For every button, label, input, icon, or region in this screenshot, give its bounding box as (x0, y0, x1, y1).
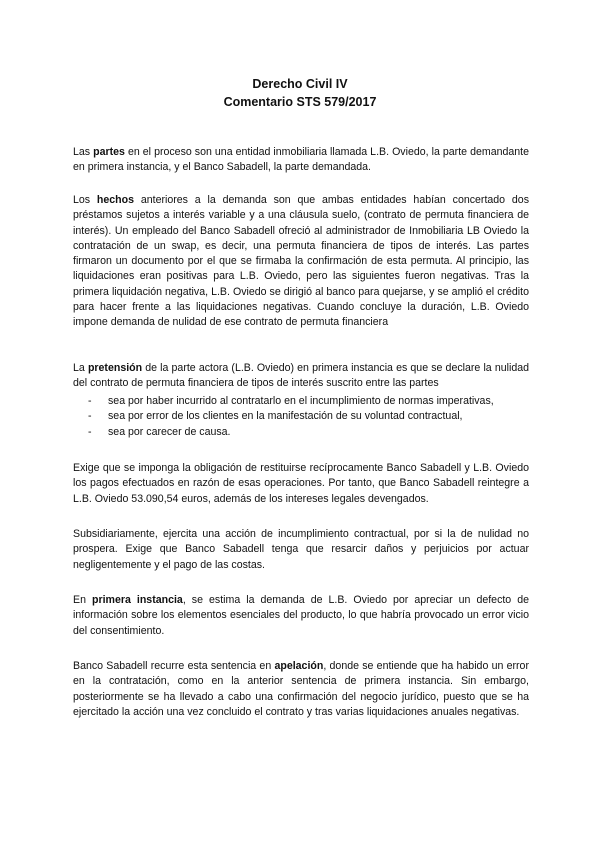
list-item: - sea por carecer de causa. (88, 425, 528, 440)
paragraph-partes: Las partes en el proceso son una entidad inmobiliaria llamada L.B. Oviedo, la parte demandante en primera instancia, y el Banco Sabadell, la parte demandada. (73, 146, 529, 174)
keyword-primera-instancia: primera instancia (92, 594, 183, 606)
keyword-pretension: pretensión (87, 362, 143, 374)
document-subtitle: Comentario STS 579/2017 (223, 95, 377, 109)
paragraph-pretension: La pretensión de la parte actora (L.B. Oviedo) en primera instancia es que se declare la nulidad del contrato de permuta financiera de tipos de interés suscrito entre las partes (73, 362, 529, 390)
paragraph-apelacion: Banco Sabadell recurre esta sentencia en apelación, donde se entiende que ha habido un error en la contratación, como en la anterior sentencia de primera instancia. Sin embargo, posteriormente se ha llevado a cabo una confirmación del negocio jurídico, puesto que se ha ejercitado la acción una vez concluido el contrato y tras varias liquidaciones anuales negativas. (73, 660, 529, 718)
keyword-hechos: hechos (96, 194, 135, 206)
paragraph-primera-instancia: En primera instancia, se estima la demanda de L.B. Oviedo por apreciar un defecto de información sobre los elementos esenciales del producto, lo que habría provocado un error vicio del consentimiento. (73, 594, 530, 637)
keyword-partes: partes (93, 146, 125, 158)
paragraph-restitucion: Exige que se imponga la obligación de restituirse recíprocamente Banco Sabadell y L.B. Oviedo los pagos efectuados en razón de esas operaciones. Por tanto, que Banco Sabadell reintegre a L.B. Oviedo 53.090,54 euros, además de los intereses legales devengados. (73, 462, 529, 505)
list-item: - sea por error de los clientes en la manifestación de su voluntad contractual, (88, 409, 528, 424)
paragraph-hechos: Los hechos anteriores a la demanda son que ambas entidades habían concertado dos préstamos sujetos a interés variable y a una cláusula suelo, (contrato de permuta financiera de interés). Un empleado del Banco Sabadell ofreció al administrador de Inmobiliaria LB Oviedo la contratación de un swap, es decir, una permuta financiera de tipos de interés. Las partes firmaron un documento por el que se firmaba la confirmación de esta permuta. Al principio, las liquidaciones eran positivas para L.B. Oviedo, pero las siguientes fueron negativas. Tras la primera liquidación negativa, L.B. Oviedo se dirigió al banco para quejarse, y se amplió el crédito para hacer frente a las liquidaciones negativas. Cuando concluye la duración, L.B. Oviedo impone demanda de nulidad de ese contrato de permuta financiera (73, 194, 529, 329)
paragraph-subsidiaria: Subsidiariamente, ejercita una acción de incumplimiento contractual, por si la de nulidad no prospera. Exige que Banco Sabadell tenga que resarcir daños y perjuicios por actuar negligentemente y el pago de las costas. (73, 528, 529, 571)
keyword-apelacion: apelación (274, 660, 324, 672)
pretension-list (88, 394, 528, 440)
list-item: - sea por haber incurrido al contratarlo en el incumplimiento de normas imperativas, (88, 394, 528, 409)
document-title: Derecho Civil IV (252, 77, 348, 91)
